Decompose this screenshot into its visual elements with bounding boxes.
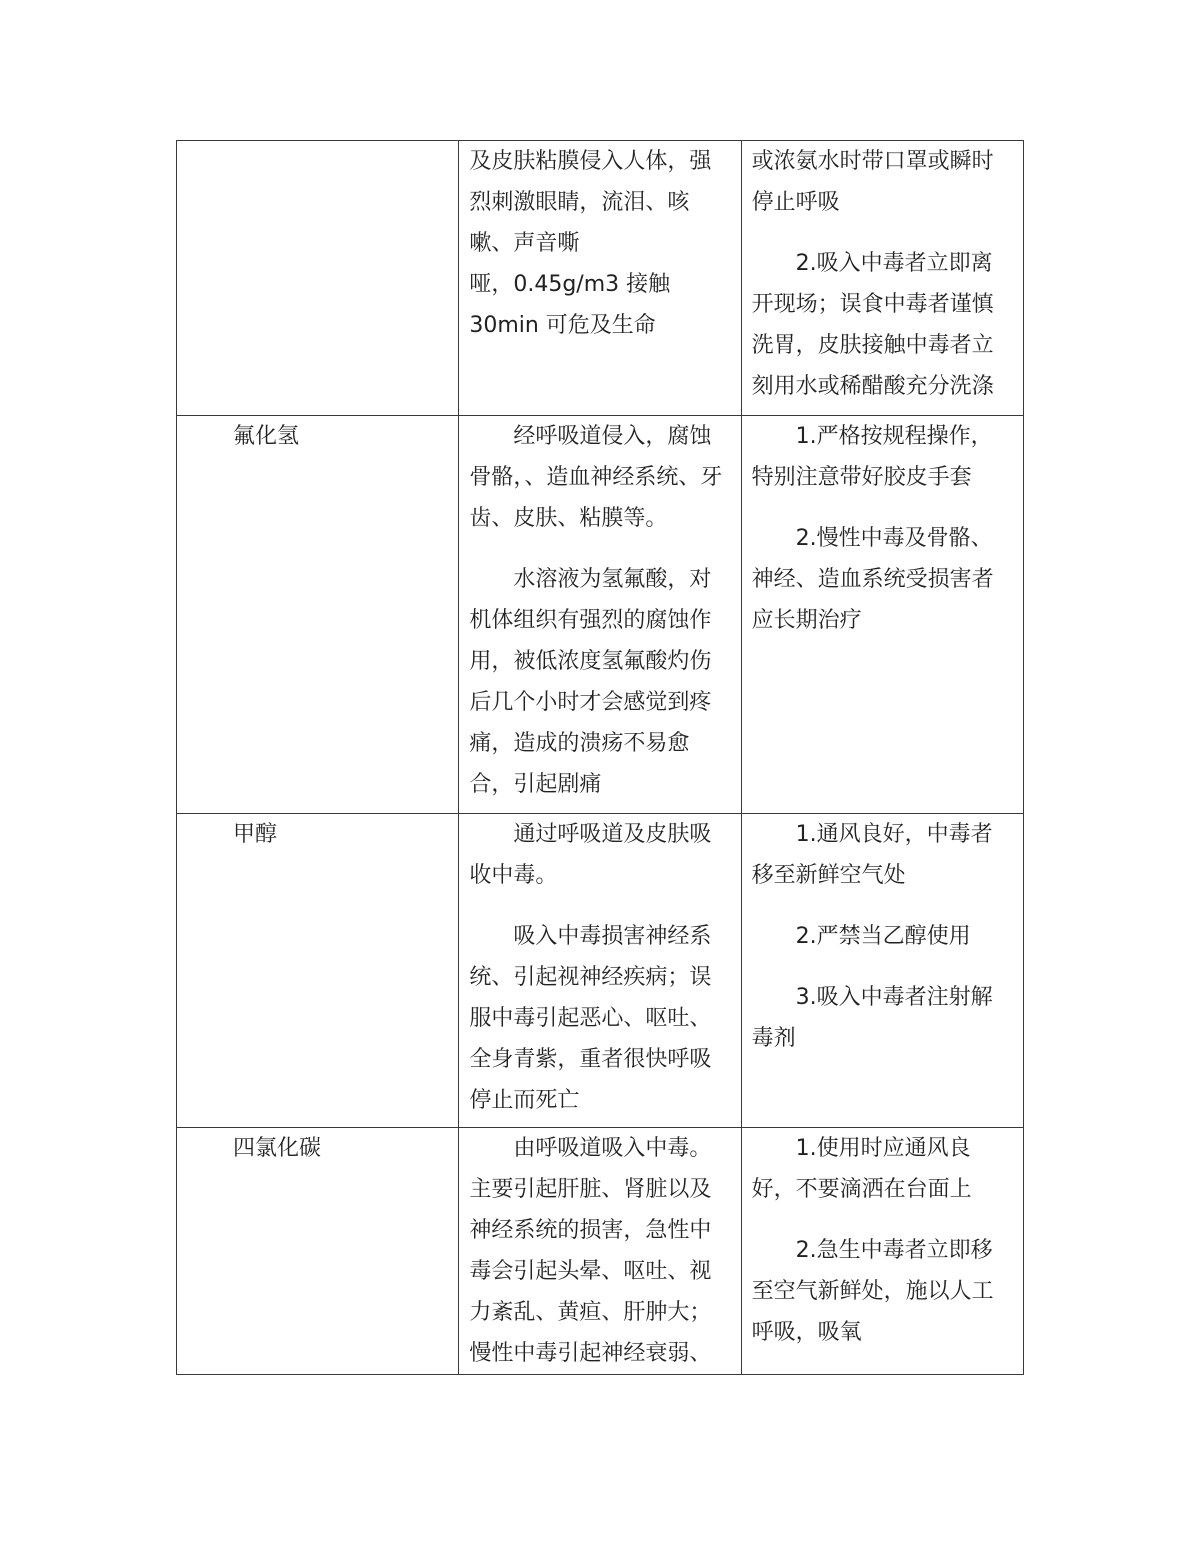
route-cell bbox=[459, 1128, 741, 1375]
substance-name: 氟化氢 bbox=[233, 424, 300, 449]
toxic-substances-table bbox=[176, 140, 1024, 1375]
measure-paragraph: 或浓氨水时带口罩或瞬时停止呼吸 bbox=[751, 149, 994, 215]
table-row bbox=[177, 416, 1024, 814]
measures-cell bbox=[741, 814, 1023, 1128]
route-paragraph: 通过呼吸道及皮肤吸收中毒。 bbox=[469, 822, 712, 888]
measure-paragraph: 2.慢性中毒及骨骼、神经、造血系统受损害者应长期治疗 bbox=[751, 526, 994, 633]
route-paragraph: 及皮肤粘膜侵入人体，强烈刺激眼睛，流泪、咳嗽、声音嘶 bbox=[469, 149, 712, 256]
measure-paragraph: 2.严禁当乙醇使用 bbox=[795, 924, 971, 949]
measure-paragraph: 1.使用时应通风良好，不要滴洒在台面上 bbox=[751, 1136, 972, 1202]
route-paragraph: 哑，0.45g/m3 接触 bbox=[469, 272, 671, 297]
substance-name-cell bbox=[177, 141, 459, 416]
substance-name: 甲醇 bbox=[233, 822, 278, 847]
route-cell bbox=[459, 416, 741, 814]
route-paragraph: 经呼吸道侵入，腐蚀骨骼，、造血神经系统、牙齿、皮肤、粘膜等。 bbox=[469, 424, 723, 531]
measure-paragraph: 1.通风良好，中毒者移至新鲜空气处 bbox=[751, 822, 993, 888]
table-row bbox=[177, 141, 1024, 416]
substance-name-cell bbox=[177, 1128, 459, 1375]
measure-paragraph: 2.急生中毒者立即移至空气新鲜处，施以人工呼吸，吸氧 bbox=[751, 1238, 994, 1345]
measure-paragraph: 3.吸入中毒者注射解毒剂 bbox=[751, 985, 993, 1051]
route-cell bbox=[459, 814, 741, 1128]
measure-paragraph: 1.严格按规程操作，特别注意带好胶皮手套 bbox=[751, 424, 993, 490]
route-paragraph: 水溶液为氢氟酸，对机体组织有强烈的腐蚀作用，被低浓度氢氟酸灼伤后几个小时才会感觉到疼痛，造成的溃疡不易愈合，引起剧痛 bbox=[469, 567, 712, 797]
substance-name: 四氯化碳 bbox=[233, 1136, 322, 1161]
measures-cell bbox=[741, 141, 1023, 416]
substance-name-cell bbox=[177, 814, 459, 1128]
measure-paragraph: 2.吸入中毒者立即离开现场；误食中毒者谨慎洗胃，皮肤接触中毒者立刻用水或稀醋酸充分洗涤 bbox=[751, 251, 994, 399]
route-paragraph: 吸入中毒损害神经系统、引起视神经疾病；误服中毒引起恶心、呕吐、全身青紫，重者很快呼吸停止而死亡 bbox=[469, 924, 712, 1113]
table-row bbox=[177, 1128, 1024, 1375]
table-row bbox=[177, 814, 1024, 1128]
route-cell bbox=[459, 141, 741, 416]
route-paragraph: 由呼吸道吸入中毒。主要引起肝脏、肾脏以及神经系统的损害，急性中毒会引起头晕、呕吐、视力紊乱、黄疸、肝肿大；慢性中毒引起神经衰弱、 bbox=[469, 1136, 712, 1366]
substance-name-cell bbox=[177, 416, 459, 814]
route-paragraph: 30min 可危及生命 bbox=[469, 313, 656, 338]
measures-cell bbox=[741, 1128, 1023, 1375]
measures-cell bbox=[741, 416, 1023, 814]
